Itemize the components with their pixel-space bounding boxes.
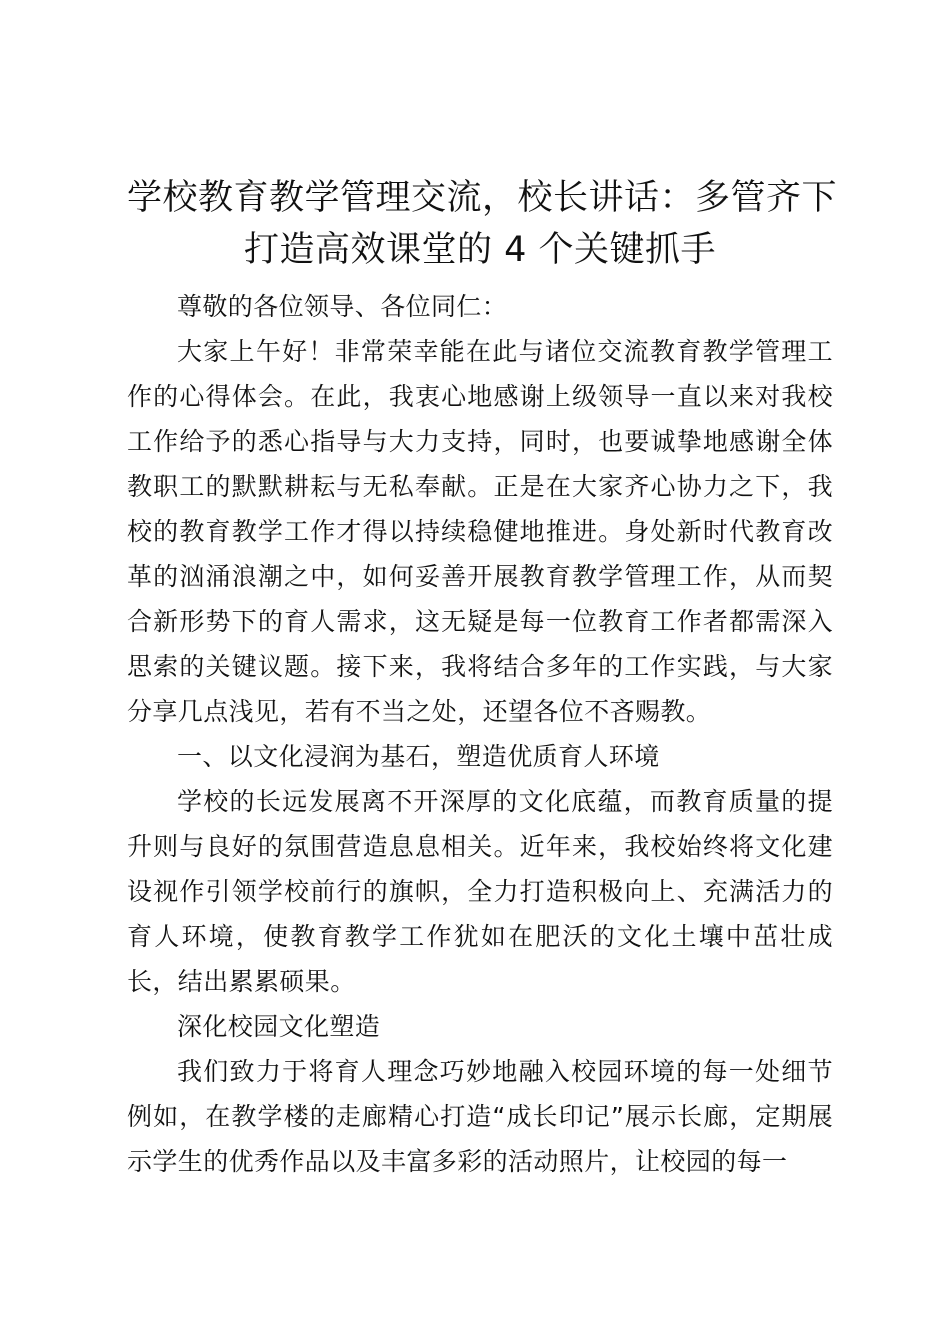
- document-page: [127, 172, 838, 1184]
- paragraph-culture: 学校的长远发展离不开深厚的文化底蕴，而教育质量的提升则与良好的氛围营造息息相关。近年来，我校始终将文化建设视作引领学校前行的旗帜，全力打造积极向上、充满活力的育人环境，使教育教学工作犹如在肥沃的文化土壤中茁壮成长，结出累累硕果。: [127, 787, 833, 996]
- title-line-2: 打造高效课堂的 4 个关键抓手: [243, 230, 717, 270]
- document-title: [127, 172, 838, 276]
- document-body: [127, 284, 833, 1184]
- subheading-campus-culture: 深化校园文化塑造: [177, 1012, 381, 1041]
- title-line-1: 学校教育教学管理交流，校长讲话：多管齐下: [127, 178, 838, 218]
- salutation: 尊敬的各位领导、各位同仁：: [177, 292, 508, 321]
- section-heading-1: 一、以文化浸润为基石，塑造优质育人环境: [177, 742, 660, 771]
- paragraph-opening: 大家上午好！非常荣幸能在此与诸位交流教育教学管理工作的心得体会。在此，我衷心地感谢上级领导一直以来对我校工作给予的悉心指导与大力支持，同时，也要诚挚地感谢全体教职工的默默耕耘与无私奉献。正是在大家齐心协力之下，我校的教育教学工作才得以持续稳健地推进。身处新时代教育改革的汹涌浪潮之中，如何妥善开展教育教学管理工作，从而契合新形势下的育人需求，这无疑是每一位教育工作者都需深入思索的关键议题。接下来，我将结合多年的工作实践，与大家分享几点浅见，若有不当之处，还望各位不吝赐教。: [127, 337, 833, 726]
- paragraph-campus-environment: 我们致力于将育人理念巧妙地融入校园环境的每一处细节例如，在教学楼的走廊精心打造“成长印记”展示长廊，定期展示学生的优秀作品以及丰富多彩的活动照片，让校园的每一: [127, 1057, 833, 1176]
